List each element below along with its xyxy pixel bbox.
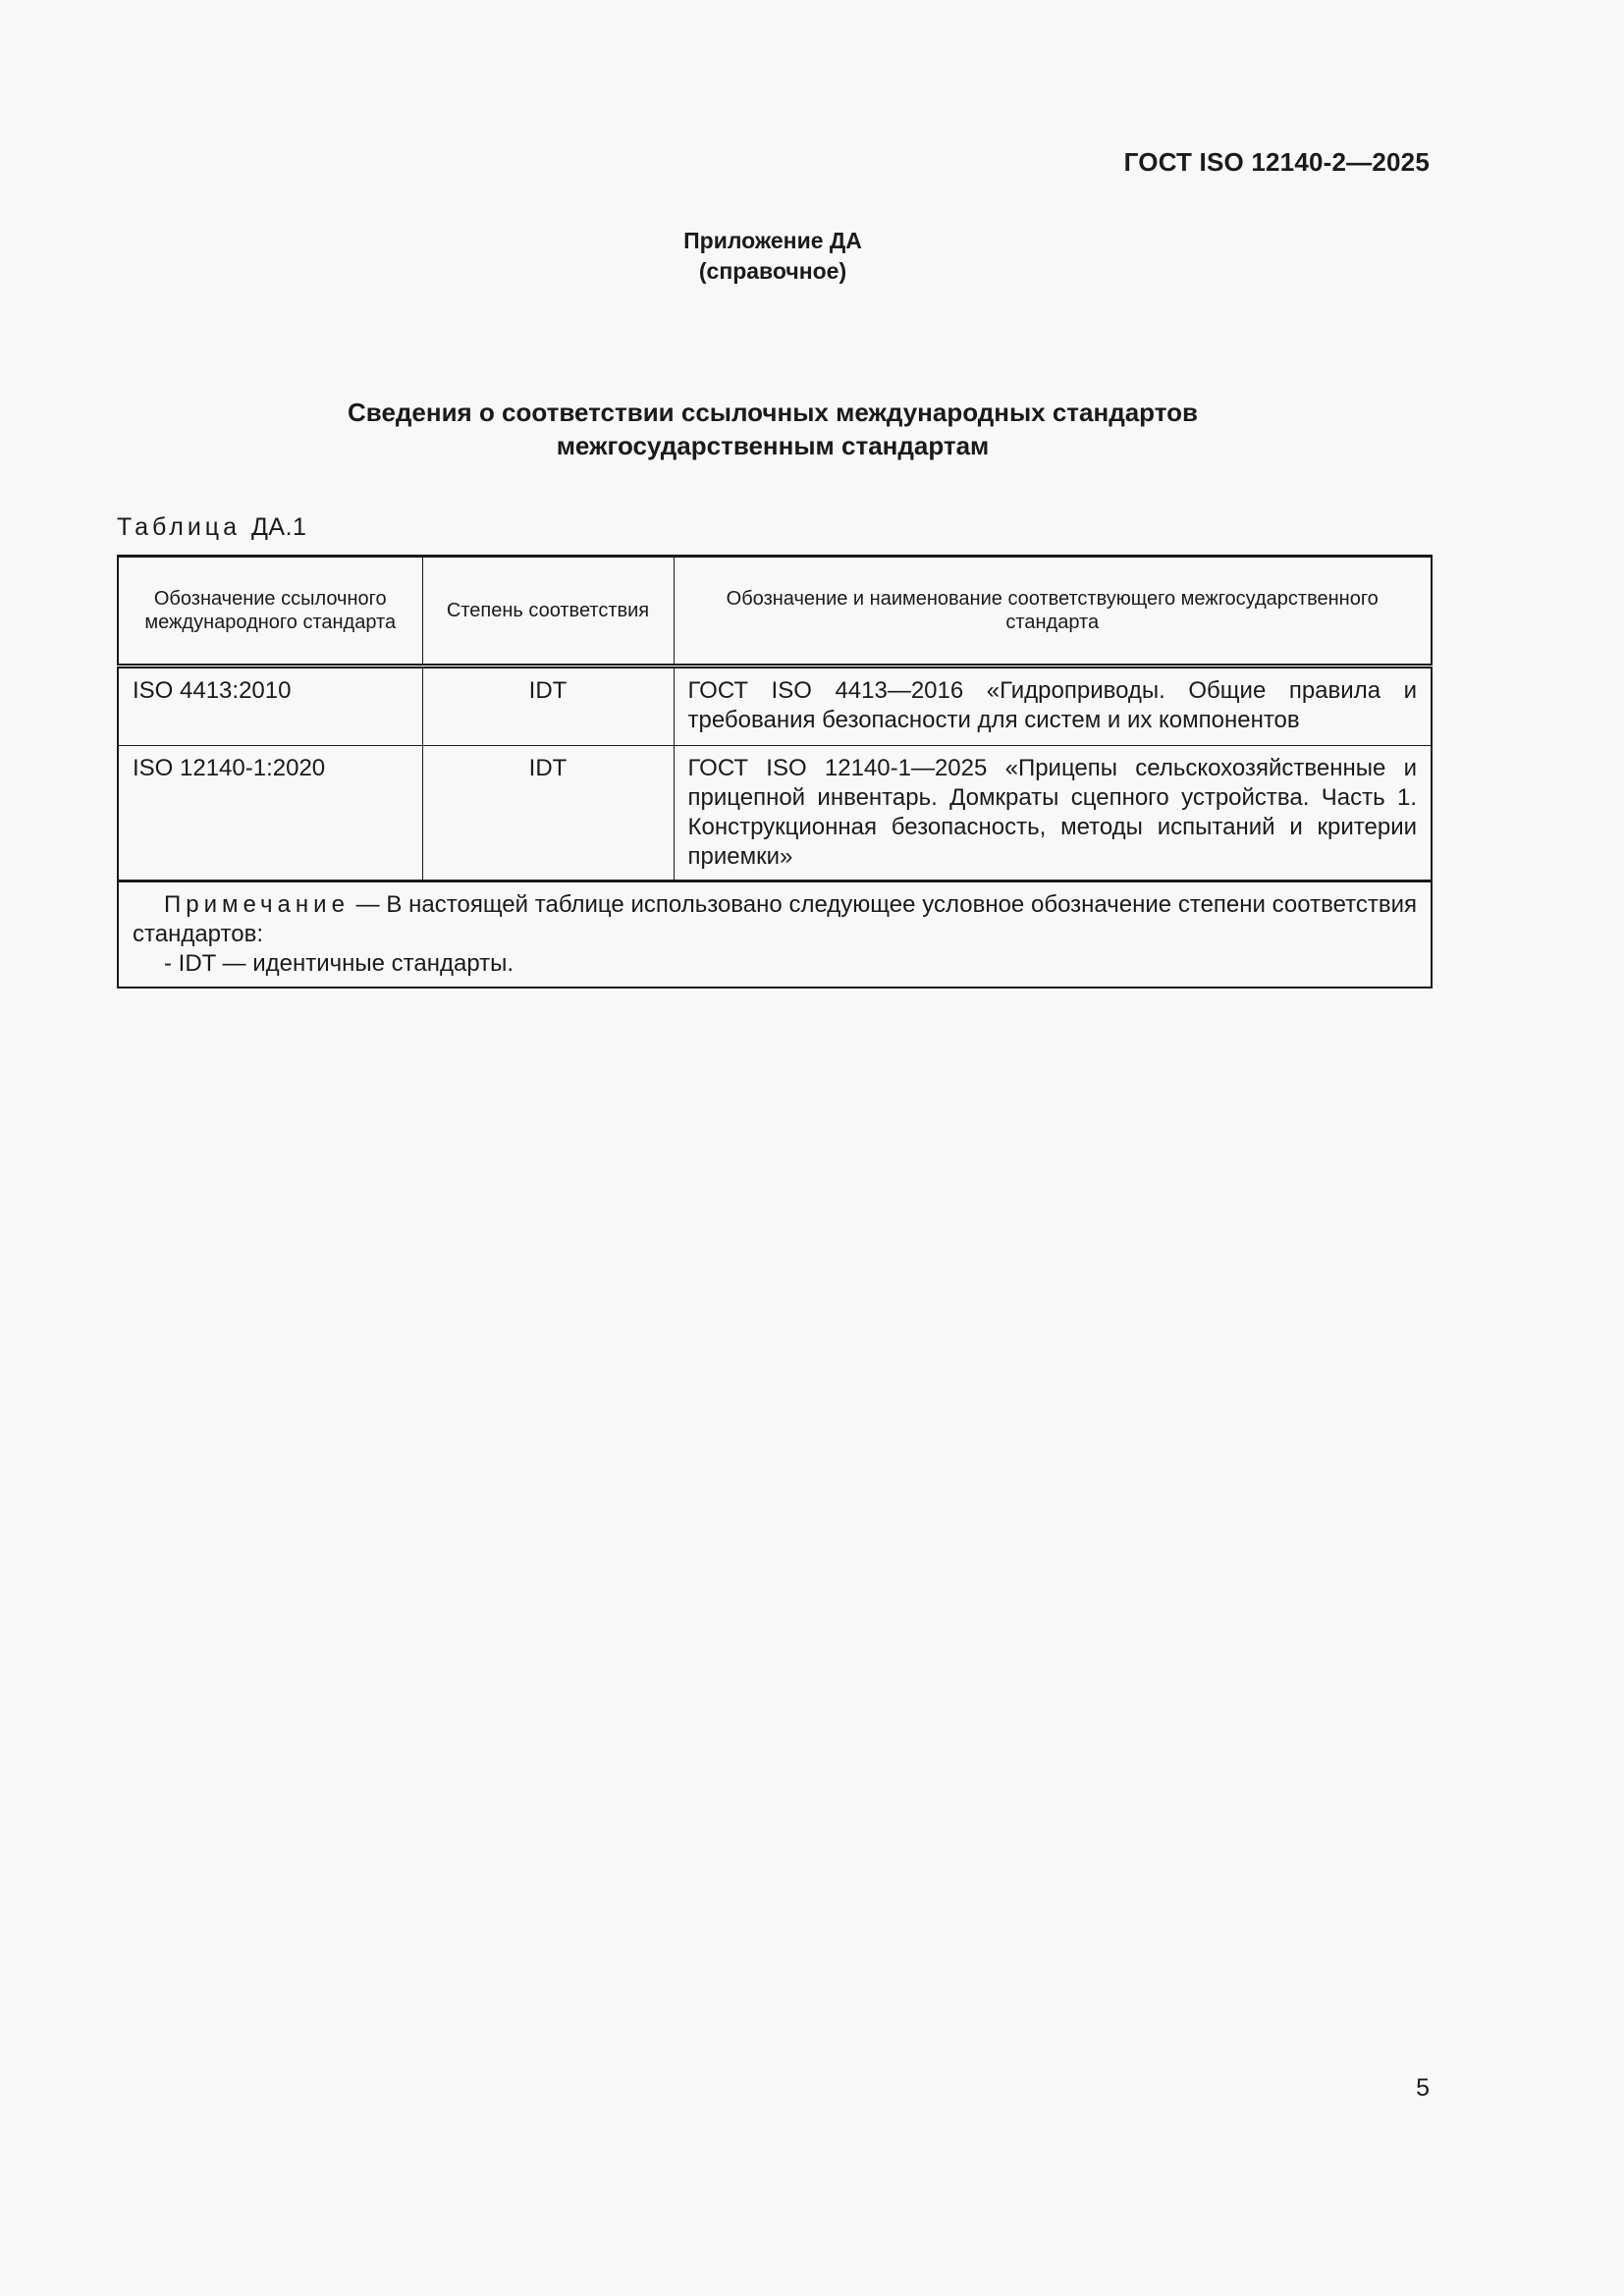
cell-degree: IDT bbox=[422, 746, 674, 881]
section-title-line-2: межгосударственным стандартам bbox=[556, 431, 990, 460]
section-title bbox=[0, 396, 1545, 462]
cell-degree: IDT bbox=[422, 667, 674, 746]
table-row bbox=[118, 746, 1432, 881]
annex-heading bbox=[0, 226, 1545, 287]
table-caption-number: ДА.1 bbox=[250, 513, 307, 541]
annex-title: Приложение ДА bbox=[683, 228, 862, 253]
cell-interstate-standard: ГОСТ ISO 12140-1—2025 «Прицепы сельскохозяйственные и прицепной инвентарь. Домкраты сцепного устройства. Часть 1. Конструкционная безопасность, методы испытаний и критерии приемки» bbox=[674, 746, 1432, 881]
cell-reference-standard: ISO 4413:2010 bbox=[118, 667, 422, 746]
table-note bbox=[118, 881, 1432, 988]
note-lead: Примечание bbox=[164, 891, 350, 918]
note-item: - IDT — идентичные стандарты. bbox=[164, 950, 514, 977]
document-code: ГОСТ ISO 12140-2—2025 bbox=[1123, 147, 1430, 177]
annex-status: (справочное) bbox=[698, 258, 847, 284]
header-reference-standard: Обозначение ссылочного международного стандарта bbox=[118, 557, 422, 667]
header-interstate-standard: Обозначение и наименование соответствующего межгосударственного стандарта bbox=[674, 557, 1432, 667]
table-header-row bbox=[118, 557, 1432, 667]
table-row bbox=[118, 667, 1432, 746]
section-title-line-1: Сведения о соответствии ссылочных международных стандартов bbox=[348, 398, 1198, 427]
cell-reference-standard: ISO 12140-1:2020 bbox=[118, 746, 422, 881]
cell-interstate-standard: ГОСТ ISO 4413—2016 «Гидроприводы. Общие правила и требования безопасности для систем и их компонентов bbox=[674, 667, 1432, 746]
note-text: — В настоящей таблице использовано следующее условное обозначение степени соответствия стандартов: bbox=[133, 891, 1417, 947]
table-caption bbox=[117, 513, 306, 542]
page-number: 5 bbox=[1416, 2074, 1430, 2102]
table-note-row bbox=[118, 881, 1432, 988]
table-caption-word: Таблица bbox=[117, 513, 242, 541]
header-degree-of-conformity: Степень соответствия bbox=[422, 557, 674, 667]
standards-table bbox=[117, 555, 1433, 988]
